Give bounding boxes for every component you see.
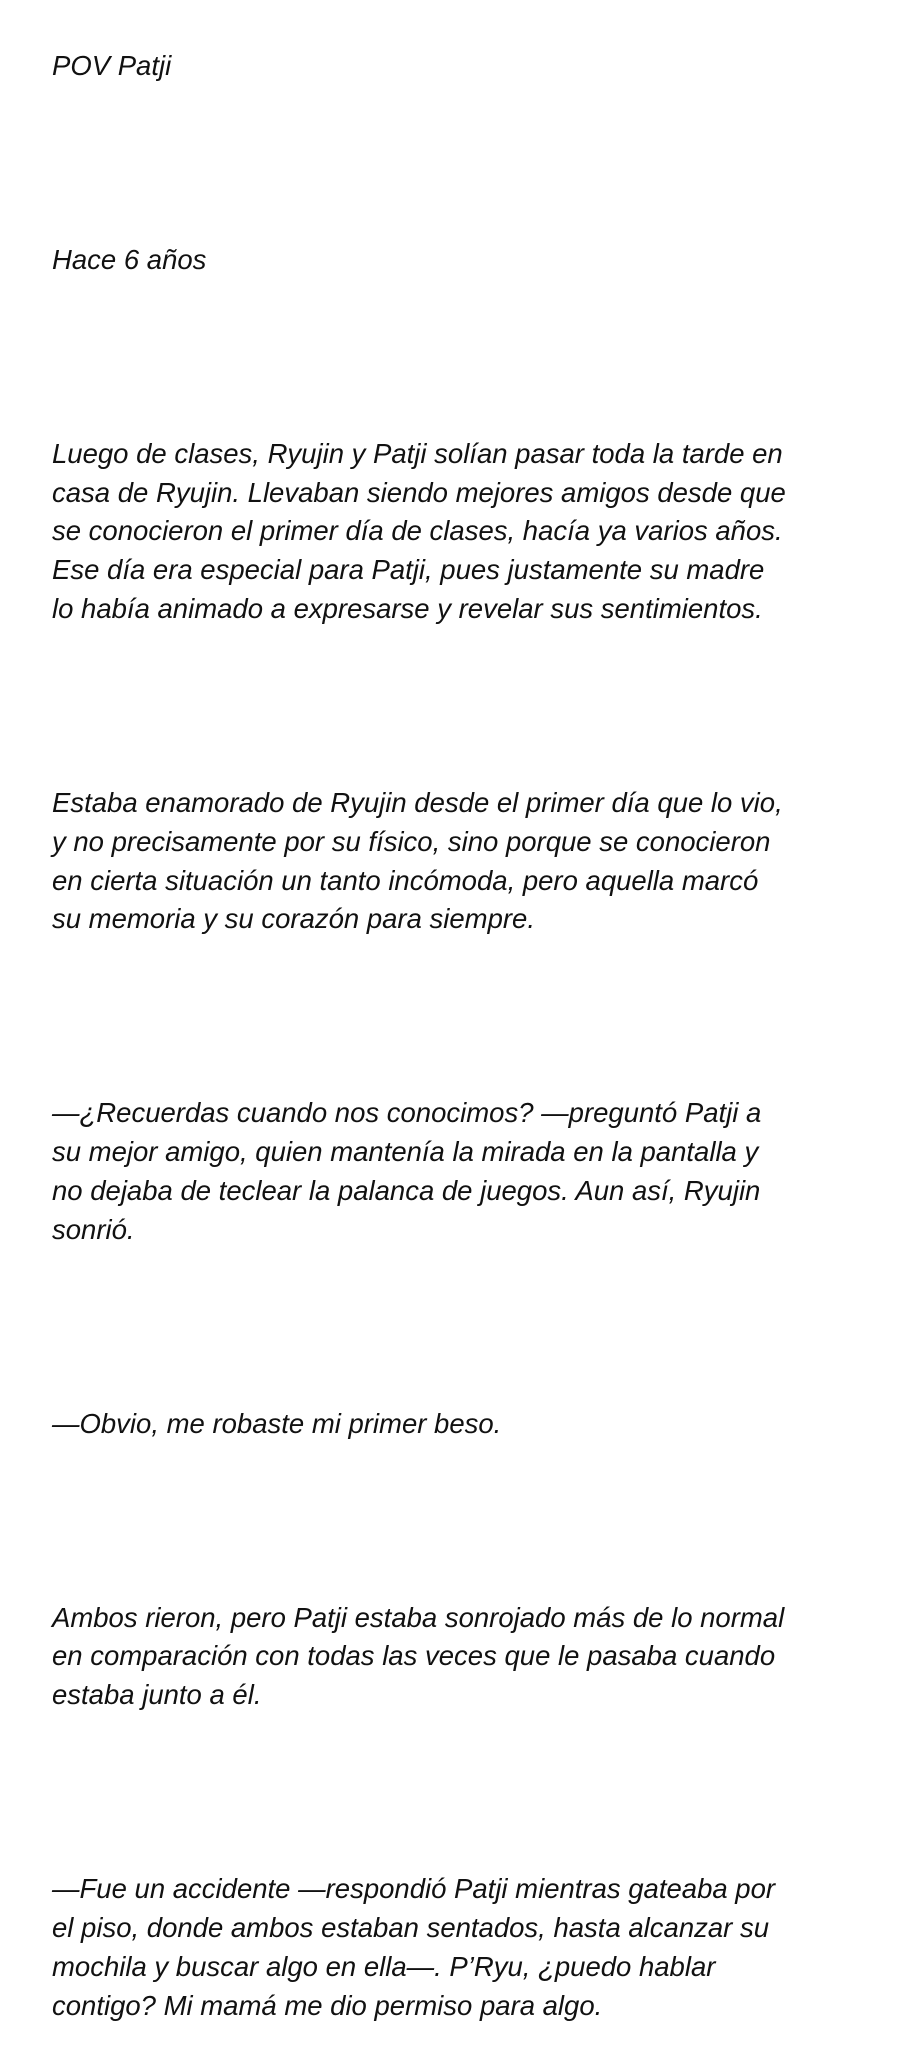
paragraph-gap <box>52 124 858 163</box>
paragraph-5: Ambos rieron, pero Patji estaba sonrojado más de lo normal en comparación con todas las veces que le pasaba cuando estaba junto a él. <box>52 1601 785 1711</box>
paragraph-gap <box>52 668 858 707</box>
heading-pov: POV Patji <box>52 49 172 81</box>
paragraph-6: —Fue un accidente —respondió Patji mientras gateaba por el piso, donde ambos estaban sentados, hasta alcanzar su mochila y buscar algo en ella—. P’Ryu, ¿puedo hablar contigo? Mi mamá me dio permiso para algo. <box>52 1873 776 2021</box>
heading-time: Hace 6 años <box>52 243 207 275</box>
paragraph-gap <box>52 1288 858 1327</box>
paragraph-gap <box>52 978 858 1017</box>
paragraph-gap <box>52 1754 858 1793</box>
paragraph-4: —Obvio, me robaste mi primer beso. <box>52 1407 502 1439</box>
paragraph-gap <box>52 318 858 357</box>
paragraph-gap <box>52 1482 858 1521</box>
paragraph-3: —¿Recuerdas cuando nos conocimos? —preguntó Patji a su mejor amigo, quien mantenía la mirada en la pantalla y no dejaba de teclear la palanca de juegos. Aun así, Ryujin sonrió. <box>52 1097 762 1245</box>
paragraph-1: Luego de clases, Ryujin y Patji solían pasar toda la tarde en casa de Ryujin. Llevaban siendo mejores amigos desde que se conocieron el primer día de clases, hacía ya varios años. Ese día era especial para Patji, pues justamente su madre lo había animado a expresarse y revelar sus sentimientos. <box>52 437 786 624</box>
paragraph-2: Estaba enamorado de Ryujin desde el primer día que lo vio, y no precisamente por su físico, sino porque se conocieron en cierta situación un tanto incómoda, pero aquella marcó su memoria y su corazón para siempre. <box>52 786 783 935</box>
